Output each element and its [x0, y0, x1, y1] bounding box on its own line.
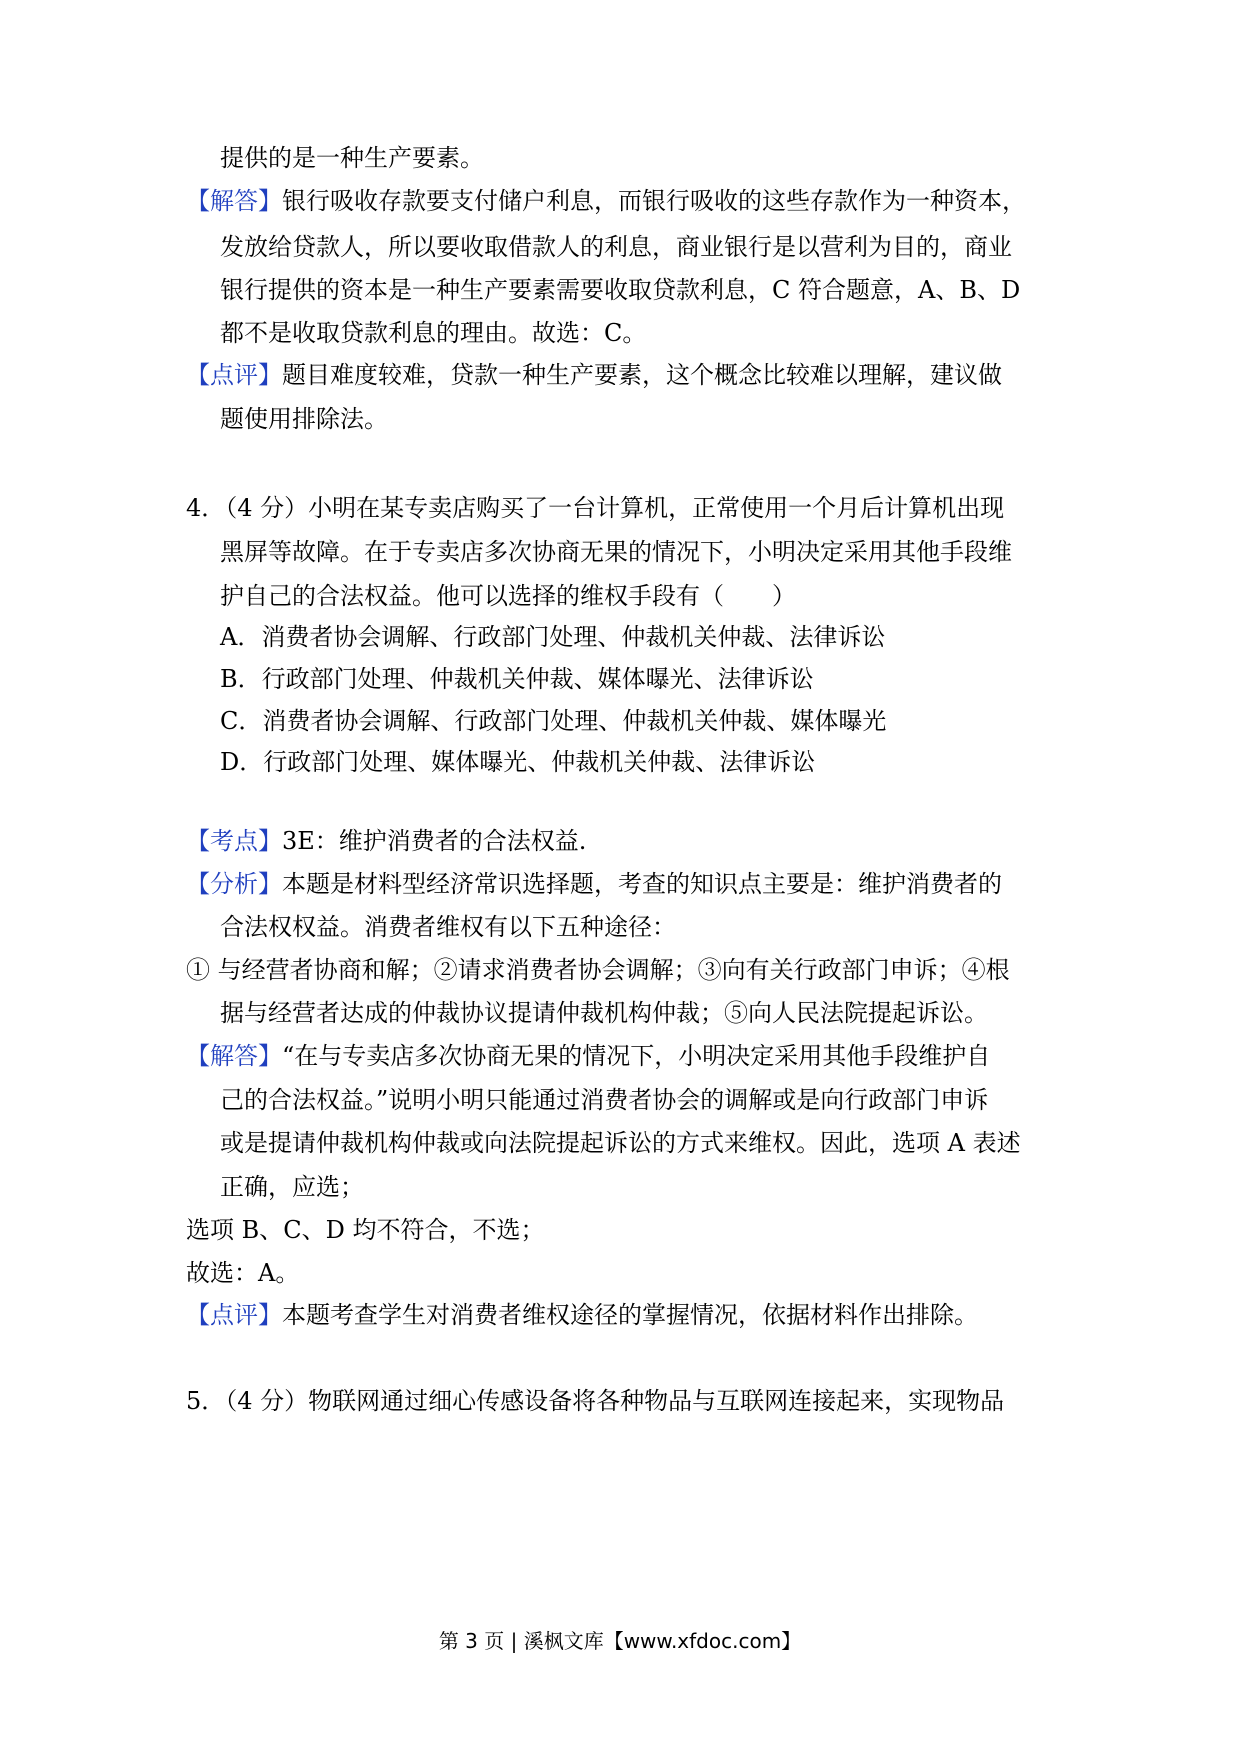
- q4-option-c: C．消费者协会调解、行政部门处理、仲裁机关仲裁、媒体曝光: [220, 707, 887, 735]
- q3-answer-line-4: 都不是收取贷款利息的理由。故选：C。: [220, 319, 647, 347]
- q3-answer-line-1: [186, 186, 1026, 216]
- q4-answer-line-1: [186, 1041, 990, 1071]
- q4-option-d: D．行政部门处理、媒体曝光、仲裁机关仲裁、法律诉讼: [220, 748, 816, 776]
- q3-cont-line: 提供的是一种生产要素。: [220, 144, 484, 172]
- q4-option-a: A．消费者协会调解、行政部门处理、仲裁机关仲裁、法律诉讼: [220, 623, 886, 651]
- q5-stem-line-1: 5．（4 分）物联网通过细心传感设备将各种物品与互联网连接起来，实现物品: [186, 1387, 1005, 1415]
- q4-answer-line-2: 己的合法权益。”说明小明只能通过消费者协会的调解或是向行政部门申诉: [220, 1086, 989, 1114]
- answer-text: “在与专卖店多次协商无果的情况下，小明决定采用其他手段维护自: [282, 1042, 991, 1070]
- q4-stem-line-1: 4．（4 分）小明在某专卖店购买了一台计算机，正常使用一个月后计算机出现: [186, 494, 1005, 522]
- page-footer: 第 3 页 | 溪枫文库【www.xfdoc.com】: [438, 1629, 802, 1653]
- point-tag: 【考点】: [186, 827, 282, 855]
- review-tag: 【点评】: [186, 1301, 282, 1329]
- q4-ways-line-1: ① 与经营者协商和解；②请求消费者协会调解；③向有关行政部门申诉；④根: [186, 956, 1010, 984]
- q4-ways-line-2: 据与经营者达成的仲裁协议提请仲裁机构仲裁；⑤向人民法院提起诉讼。: [220, 999, 988, 1027]
- review-text: 本题考查学生对消费者维权途径的掌握情况，依据材料作出排除。: [282, 1301, 978, 1329]
- answer-text: 银行吸收存款要支付储户利息，而银行吸收的这些存款作为一种资本，: [282, 187, 1026, 215]
- q4-answer-line-3: 或是提请仲裁机构仲裁或向法院提起诉讼的方式来维权。因此，选项 A 表述: [220, 1129, 1021, 1157]
- answer-tag: 【解答】: [186, 1042, 282, 1070]
- q4-analysis-line-2: 合法权权益。消费者维权有以下五种途径：: [220, 913, 676, 941]
- review-tag: 【点评】: [186, 361, 282, 389]
- q4-stem-line-3: 护自己的合法权益。他可以选择的维权手段有（ ）: [220, 582, 796, 610]
- q4-stem-line-2: 黑屏等故障。在于专卖店多次协商无果的情况下，小明决定采用其他手段维: [220, 538, 1012, 566]
- q4-choice-line: 故选：A。: [186, 1259, 300, 1287]
- q4-review-line: [186, 1300, 978, 1330]
- q4-analysis-line-1: [186, 869, 1002, 899]
- analysis-text: 本题是材料型经济常识选择题，考查的知识点主要是：维护消费者的: [282, 870, 1002, 898]
- analysis-tag: 【分析】: [186, 870, 282, 898]
- q3-review-line-1: [186, 360, 1002, 390]
- q4-point-line: [186, 826, 586, 856]
- point-text: 3E：维护消费者的合法权益.: [282, 827, 587, 855]
- review-text: 题目难度较难，贷款一种生产要素，这个概念比较难以理解，建议做: [282, 361, 1002, 389]
- answer-tag: 【解答】: [186, 187, 282, 215]
- q3-answer-line-3: 银行提供的资本是一种生产要素需要收取贷款利息，C 符合题意，A、B、D: [220, 276, 1021, 304]
- q4-answer-line-4: 正确，应选；: [220, 1173, 364, 1201]
- q4-other-line: 选项 B、C、D 均不符合，不选；: [186, 1216, 545, 1244]
- q4-option-b: B．行政部门处理、仲裁机关仲裁、媒体曝光、法律诉讼: [220, 665, 814, 693]
- q3-answer-line-2: 发放给贷款人，所以要收取借款人的利息，商业银行是以营利为目的，商业: [220, 233, 1012, 261]
- q3-review-line-2: 题使用排除法。: [220, 405, 388, 433]
